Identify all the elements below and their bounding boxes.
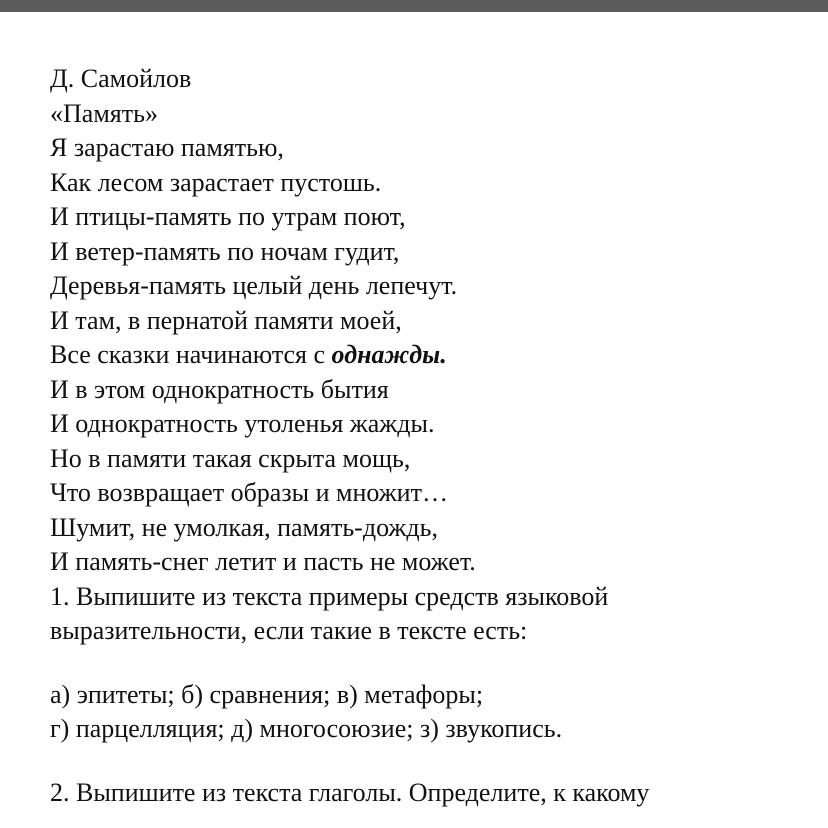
task-1-options-continued: г) парцелляция; д) многосоюзие; з) звукопись. xyxy=(50,714,563,743)
poem-line: Шумит, не умолкая, память-дождь, xyxy=(50,512,438,542)
poem-line: И однократность утоленья жажды. xyxy=(50,409,435,438)
task-1-text: 1. Выпишите из текста примеры средств языковой xyxy=(50,581,609,611)
poem-line-fairy-tale xyxy=(50,338,810,373)
poem-line: И птицы-память по утрам поют, xyxy=(50,202,406,231)
emphasized-word: однажды. xyxy=(331,340,447,369)
paragraph-gap xyxy=(50,747,810,776)
poem-line: Деревья-память целый день лепечут. xyxy=(50,271,458,300)
poem-line: Что возвращает образы и множит… xyxy=(50,478,448,507)
poem-line: И в этом однократность бытия xyxy=(50,374,389,404)
poem-line: И ветер-память по ночам гудит, xyxy=(50,236,400,266)
document-body xyxy=(50,62,810,810)
poem-line: И память-снег летит и пасть не может. xyxy=(50,547,476,576)
task-1-options: а) эпитеты; б) сравнения; в) метафоры; xyxy=(50,679,484,709)
poem-line: Я зарастаю памятью, xyxy=(50,133,284,162)
poem-line: Как лесом зарастает пустошь. xyxy=(50,167,382,197)
poem-line: Но в памяти такая скрыта мощь, xyxy=(50,443,411,473)
poem-line-text: Все сказки начинаются с xyxy=(50,340,332,369)
task-1-text-continued: выразительности, если такие в тексте есть: xyxy=(50,616,528,645)
paragraph-gap xyxy=(50,649,810,678)
window-top-bar xyxy=(0,0,828,12)
task-2-text: 2. Выпишите из текста глаголы. Определите, к какому xyxy=(50,777,650,807)
poem-line: И там, в пернатой памяти моей, xyxy=(50,305,402,335)
poem-author: Д. Самойлов xyxy=(50,64,192,93)
poem-title: «Память» xyxy=(50,98,158,128)
